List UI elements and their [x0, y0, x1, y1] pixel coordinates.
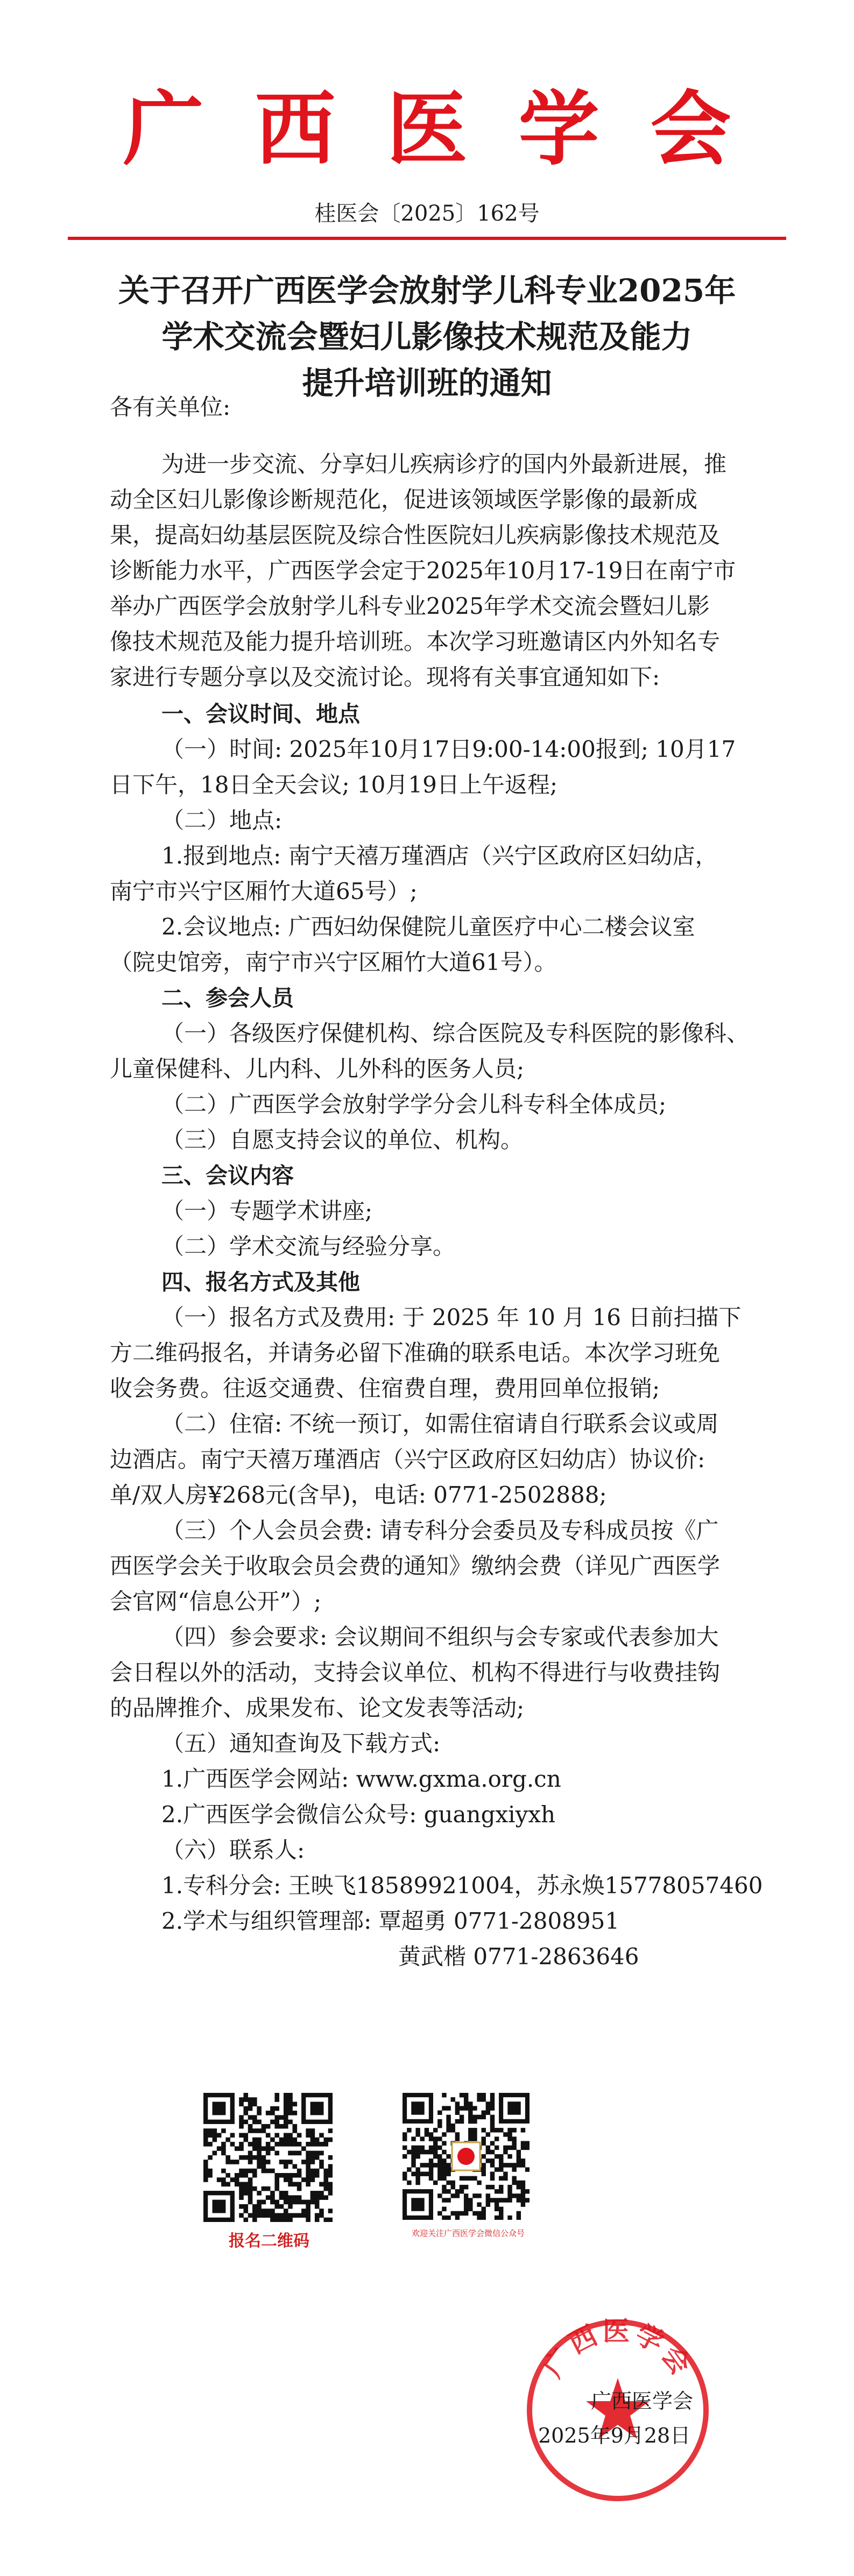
- notice-download-label: （五）通知查询及下载方式:: [161, 1730, 441, 1757]
- contact-specialty: 1.专科分会: 王映飞18589921004，苏永焕15778057460: [161, 1872, 763, 1899]
- org-title: 广西医学会: [123, 82, 782, 176]
- signup-line1: （一）报名方式及费用: 于 2025 年 10 月 16 日前扫描下: [161, 1304, 742, 1331]
- greeting: 各有关单位:: [110, 394, 231, 420]
- checkin-line2: 南宁市兴宁区厢竹大道65号）;: [110, 878, 418, 904]
- attendee-item: 儿童保健科、儿内科、儿外科的医务人员;: [110, 1056, 525, 1082]
- signup-qr-icon: [203, 2093, 333, 2222]
- notice-title-line1: 关于召开广西医学会放射学儿科专业2025年: [118, 272, 736, 309]
- signature-org: 广西医学会: [591, 2389, 694, 2413]
- attendee-item: （一）各级医疗保健机构、综合医院及专科医院的影像科、: [161, 1020, 750, 1046]
- checkin-line1: 1.报到地点: 南宁天禧万瑾酒店（兴宁区政府区妇幼店，: [161, 843, 718, 869]
- requirement-line1: （四）参会要求: 会议期间不组织与会专家或代表参加大: [161, 1624, 719, 1650]
- wechat-qr-caption: 欢迎关注广西医学会微信公众号: [411, 2228, 525, 2238]
- intro-line: 像技术规范及能力提升培训班。本次学习班邀请区内外知名专: [110, 628, 721, 655]
- section-1-heading: 一、会议时间、地点: [161, 701, 360, 727]
- signup-line2: 方二维码报名，并请务必留下准确的联系电话。本次学习班免: [110, 1340, 721, 1366]
- content-item: （一）专题学术讲座;: [161, 1198, 373, 1224]
- lodging-line1: （二）住宿: 不统一预订，如需住宿请自行联系会议或周: [161, 1411, 719, 1437]
- section-3-heading: 三、会议内容: [161, 1163, 294, 1188]
- requirement-line3: 的品牌推介、成果发布、论文发表等活动;: [110, 1695, 525, 1721]
- website-line: 1.广西医学会网站: www.gxma.org.cn: [161, 1766, 561, 1792]
- place-label: （二）地点:: [161, 807, 283, 833]
- lodging-line3: 单/双人房¥268元(含早)，电话: 0771-2502888;: [110, 1482, 607, 1508]
- contact-label: （六）联系人:: [161, 1837, 305, 1863]
- attendee-item: （三）自愿支持会议的单位、机构。: [161, 1127, 524, 1153]
- content-item: （二）学术交流与经验分享。: [161, 1233, 456, 1259]
- intro-line: 家进行专题分享以及交流讨论。现将有关事宜通知如下:: [110, 664, 660, 690]
- section-4-heading: 四、报名方式及其他: [161, 1269, 360, 1295]
- requirement-line2: 会日程以外的活动，支持会议单位、机构不得进行与收费挂钩: [110, 1659, 721, 1686]
- wechat-qr-icon: [403, 2093, 530, 2220]
- intro-line: 果，提高妇幼基层医院及综合性医院妇儿疾病影像技术规范及: [110, 522, 721, 548]
- contact-department: 2.学术与组织管理部: 覃超勇 0771-2808951: [161, 1908, 620, 1934]
- fee-line1: （三）个人会员会费: 请专科分会委员及专科成员按《广: [161, 1517, 719, 1544]
- notice-title-line3: 提升培训班的通知: [302, 365, 552, 401]
- signup-qr-code[interactable]: [203, 2093, 333, 2222]
- venue-line1: 2.会议地点: 广西妇幼保健院儿童医疗中心二楼会议室: [161, 914, 695, 940]
- notice-title-line2: 学术交流会暨妇儿影像技术规范及能力: [161, 319, 693, 355]
- seal-text: 广西医学会: [537, 2315, 698, 2383]
- section-2-heading: 二、参会人员: [161, 985, 294, 1011]
- intro-line: 诊断能力水平，广西医学会定于2025年10月17-19日在南宁市: [110, 557, 736, 584]
- signup-qr-caption: 报名二维码: [229, 2232, 309, 2251]
- signup-line3: 收会务费。往返交通费、住宿费自理，费用回单位报销;: [110, 1375, 660, 1402]
- meeting-time-line1: （一）时间: 2025年10月17日9:00-14:00报到; 10月17: [161, 736, 736, 762]
- wechat-qr-code[interactable]: [403, 2093, 530, 2220]
- intro-line: 为进一步交流、分享妇儿疾病诊疗的国内外最新进展，推: [161, 451, 727, 477]
- intro-line: 动全区妇儿影像诊断规范化，促进该领域医学影像的最新成: [110, 486, 698, 513]
- fee-line3: 会官网“信息公开”）;: [110, 1588, 322, 1615]
- attendee-item: （二）广西医学会放射学学分会儿科专科全体成员;: [161, 1091, 667, 1117]
- doc-number: 桂医会〔2025〕162号: [314, 201, 540, 226]
- intro-line: 举办广西医学会放射学儿科专业2025年学术交流会暨妇儿影: [110, 593, 710, 619]
- contact-department-2: 黄武楷 0771-2863646: [398, 1943, 639, 1970]
- meeting-time-line2: 日下午，18日全天会议; 10月19日上午返程;: [110, 772, 557, 798]
- lodging-line2: 边酒店。南宁天禧万瑾酒店（兴宁区政府区妇幼店）协议价:: [110, 1446, 705, 1473]
- red-divider: [68, 237, 786, 240]
- svg-text:广西医学会: [537, 2316, 698, 2383]
- venue-line2: （院史馆旁，南宁市兴宁区厢竹大道61号）。: [110, 949, 557, 975]
- signature-date: 2025年9月28日: [538, 2424, 691, 2447]
- fee-line2: 西医学会关于收取会员会费的通知》缴纳会费（详见广西医学: [110, 1553, 721, 1579]
- wechat-line: 2.广西医学会微信公众号: guangxiyxh: [161, 1801, 556, 1828]
